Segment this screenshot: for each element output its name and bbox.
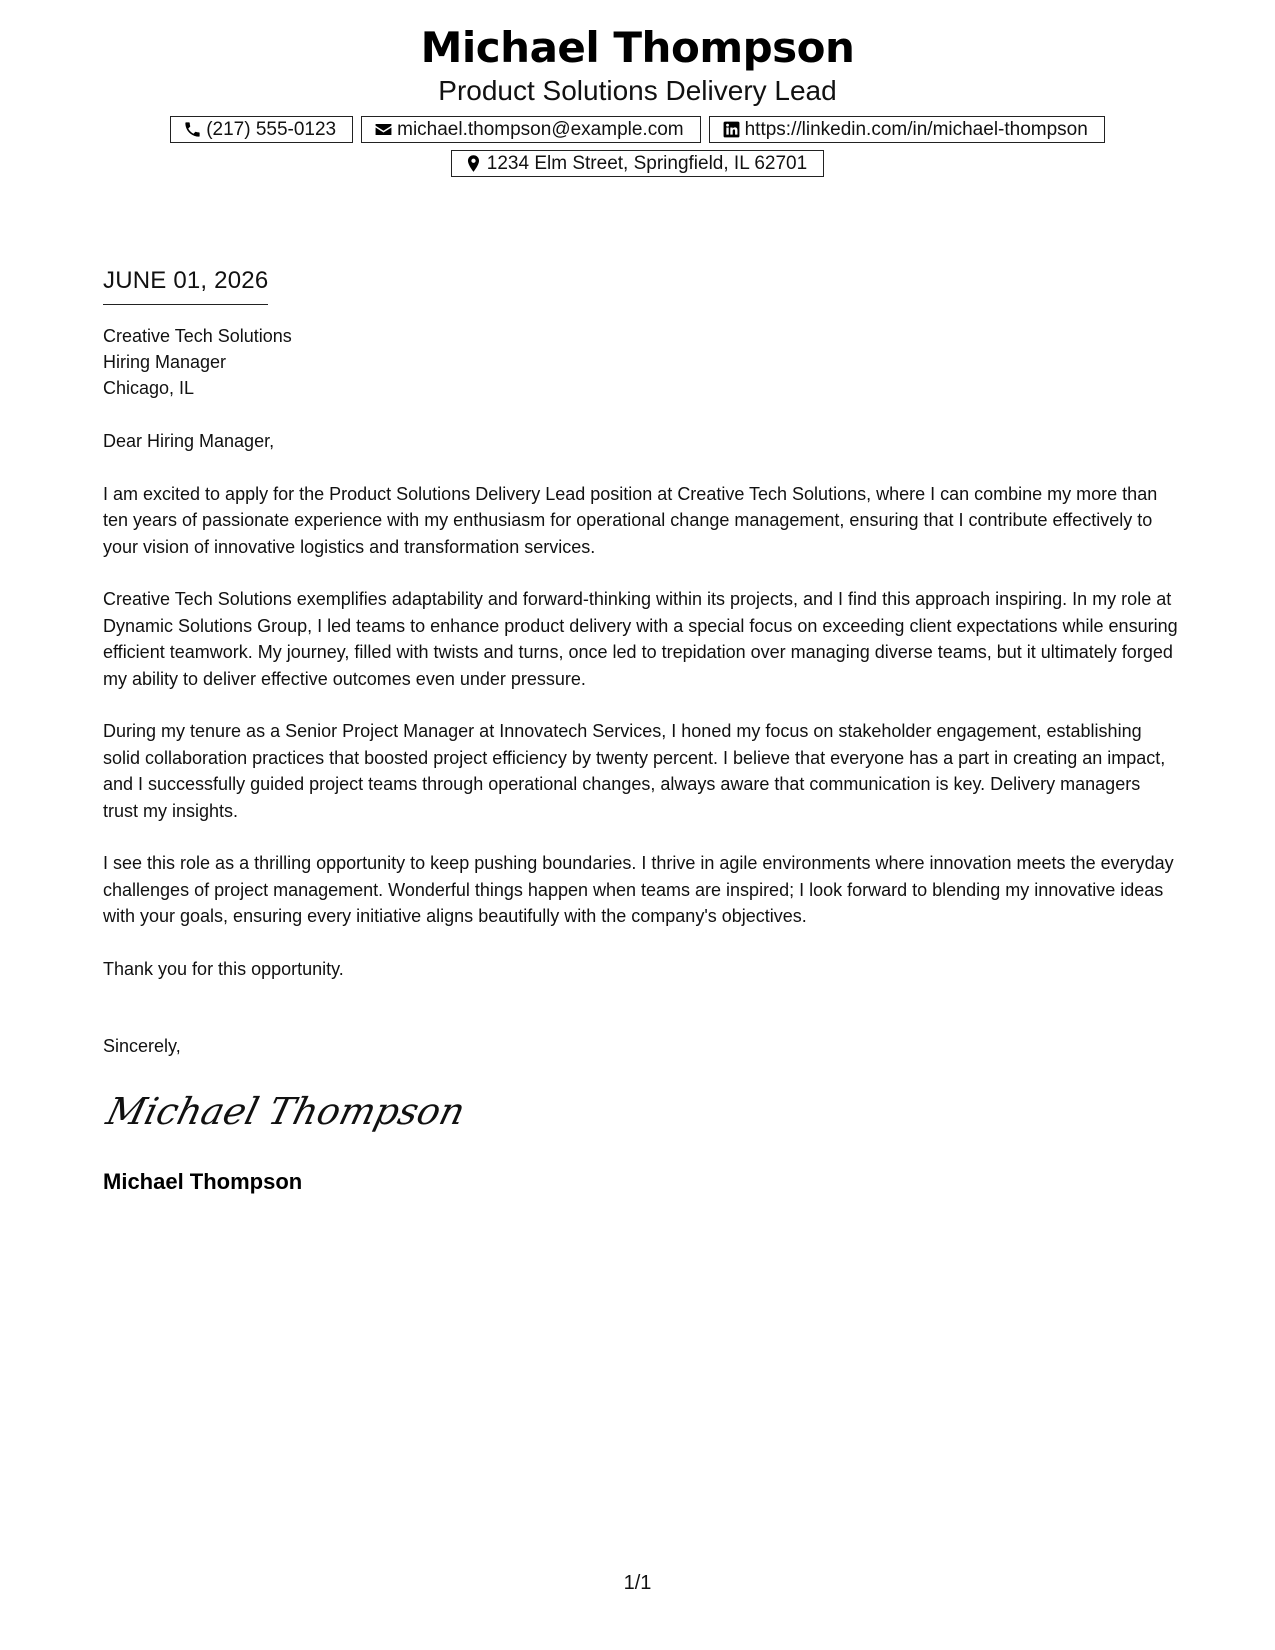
address-chip[interactable] xyxy=(451,150,824,177)
applicant-title: Product Solutions Delivery Lead xyxy=(438,75,837,106)
signature-image xyxy=(102,1082,470,1144)
applicant-name: Michael Thompson xyxy=(420,23,855,72)
phone-chip[interactable] xyxy=(170,116,353,143)
recipient-location: Chicago, IL xyxy=(103,378,195,398)
thanks-line: Thank you for this opportunity. xyxy=(103,958,344,979)
contact-row-primary xyxy=(0,116,1275,143)
letter-body xyxy=(103,266,1178,1196)
phone-icon xyxy=(183,120,202,139)
recipient-block xyxy=(103,323,1178,401)
map-marker-icon xyxy=(464,154,483,173)
signed-name: Michael Thompson xyxy=(103,1168,303,1194)
paragraph-1: I am excited to apply for the Product Solutions Delivery Lead position at Creative Tech Solutions, where I can combine my more than ten years of passionate experience with my enthusiasm for operational change management, ensuring that I contribute effectively to your vision of innovative logistics and transformation services. xyxy=(103,483,1158,557)
email-chip[interactable] xyxy=(361,116,700,143)
email-text: michael.thompson@example.com xyxy=(397,118,684,140)
letter-header xyxy=(0,22,1275,177)
page-number: 1/1 xyxy=(623,1572,652,1594)
letter-date: JUNE 01, 2026 xyxy=(103,266,268,305)
phone-text: (217) 555-0123 xyxy=(206,118,337,140)
linkedin-icon xyxy=(722,120,741,139)
recipient-company: Creative Tech Solutions xyxy=(103,326,292,346)
linkedin-chip[interactable] xyxy=(709,116,1105,143)
paragraph-4: I see this role as a thrilling opportunity to keep pushing boundaries. I thrive in agile environments where innovation meets the everyday challenges of project management. Wonderful things happen when teams are inspired; I look forward to blending my innovative ideas with your goals, ensuring every initiative aligns beautifully with the company's objectives. xyxy=(103,853,1174,926)
envelope-icon xyxy=(374,120,393,139)
recipient-role: Hiring Manager xyxy=(103,352,227,372)
address-text: 1234 Elm Street, Springfield, IL 62701 xyxy=(486,152,808,174)
signature-text: Michael Thompson xyxy=(102,1089,470,1133)
paragraph-3: During my tenure as a Senior Project Manager at Innovatech Services, I honed my focus on stakeholder engagement, establishing solid collaboration practices that boosted project efficiency by twenty percent. I believe that everyone has a part in creating an impact, and I successfully guided project teams through operational changes, always aware that communication is key. Delivery managers trust my insights. xyxy=(103,721,1166,821)
closing-line: Sincerely, xyxy=(103,1036,181,1056)
linkedin-text: https://linkedin.com/in/michael-thompson xyxy=(744,118,1088,140)
contact-row-secondary xyxy=(0,150,1275,177)
paragraph-2: Creative Tech Solutions exemplifies adaptability and forward-thinking within its projects, and I find this approach inspiring. In my role at Dynamic Solutions Group, I led teams to enhance product delivery with a special focus on exceeding client expectations while ensuring efficient teamwork. My journey, filled with twists and turns, once led to trepidation over managing diverse teams, but it ultimately forged my ability to deliver effective outcomes even under pressure. xyxy=(103,589,1178,689)
salutation: Dear Hiring Manager, xyxy=(103,431,275,451)
